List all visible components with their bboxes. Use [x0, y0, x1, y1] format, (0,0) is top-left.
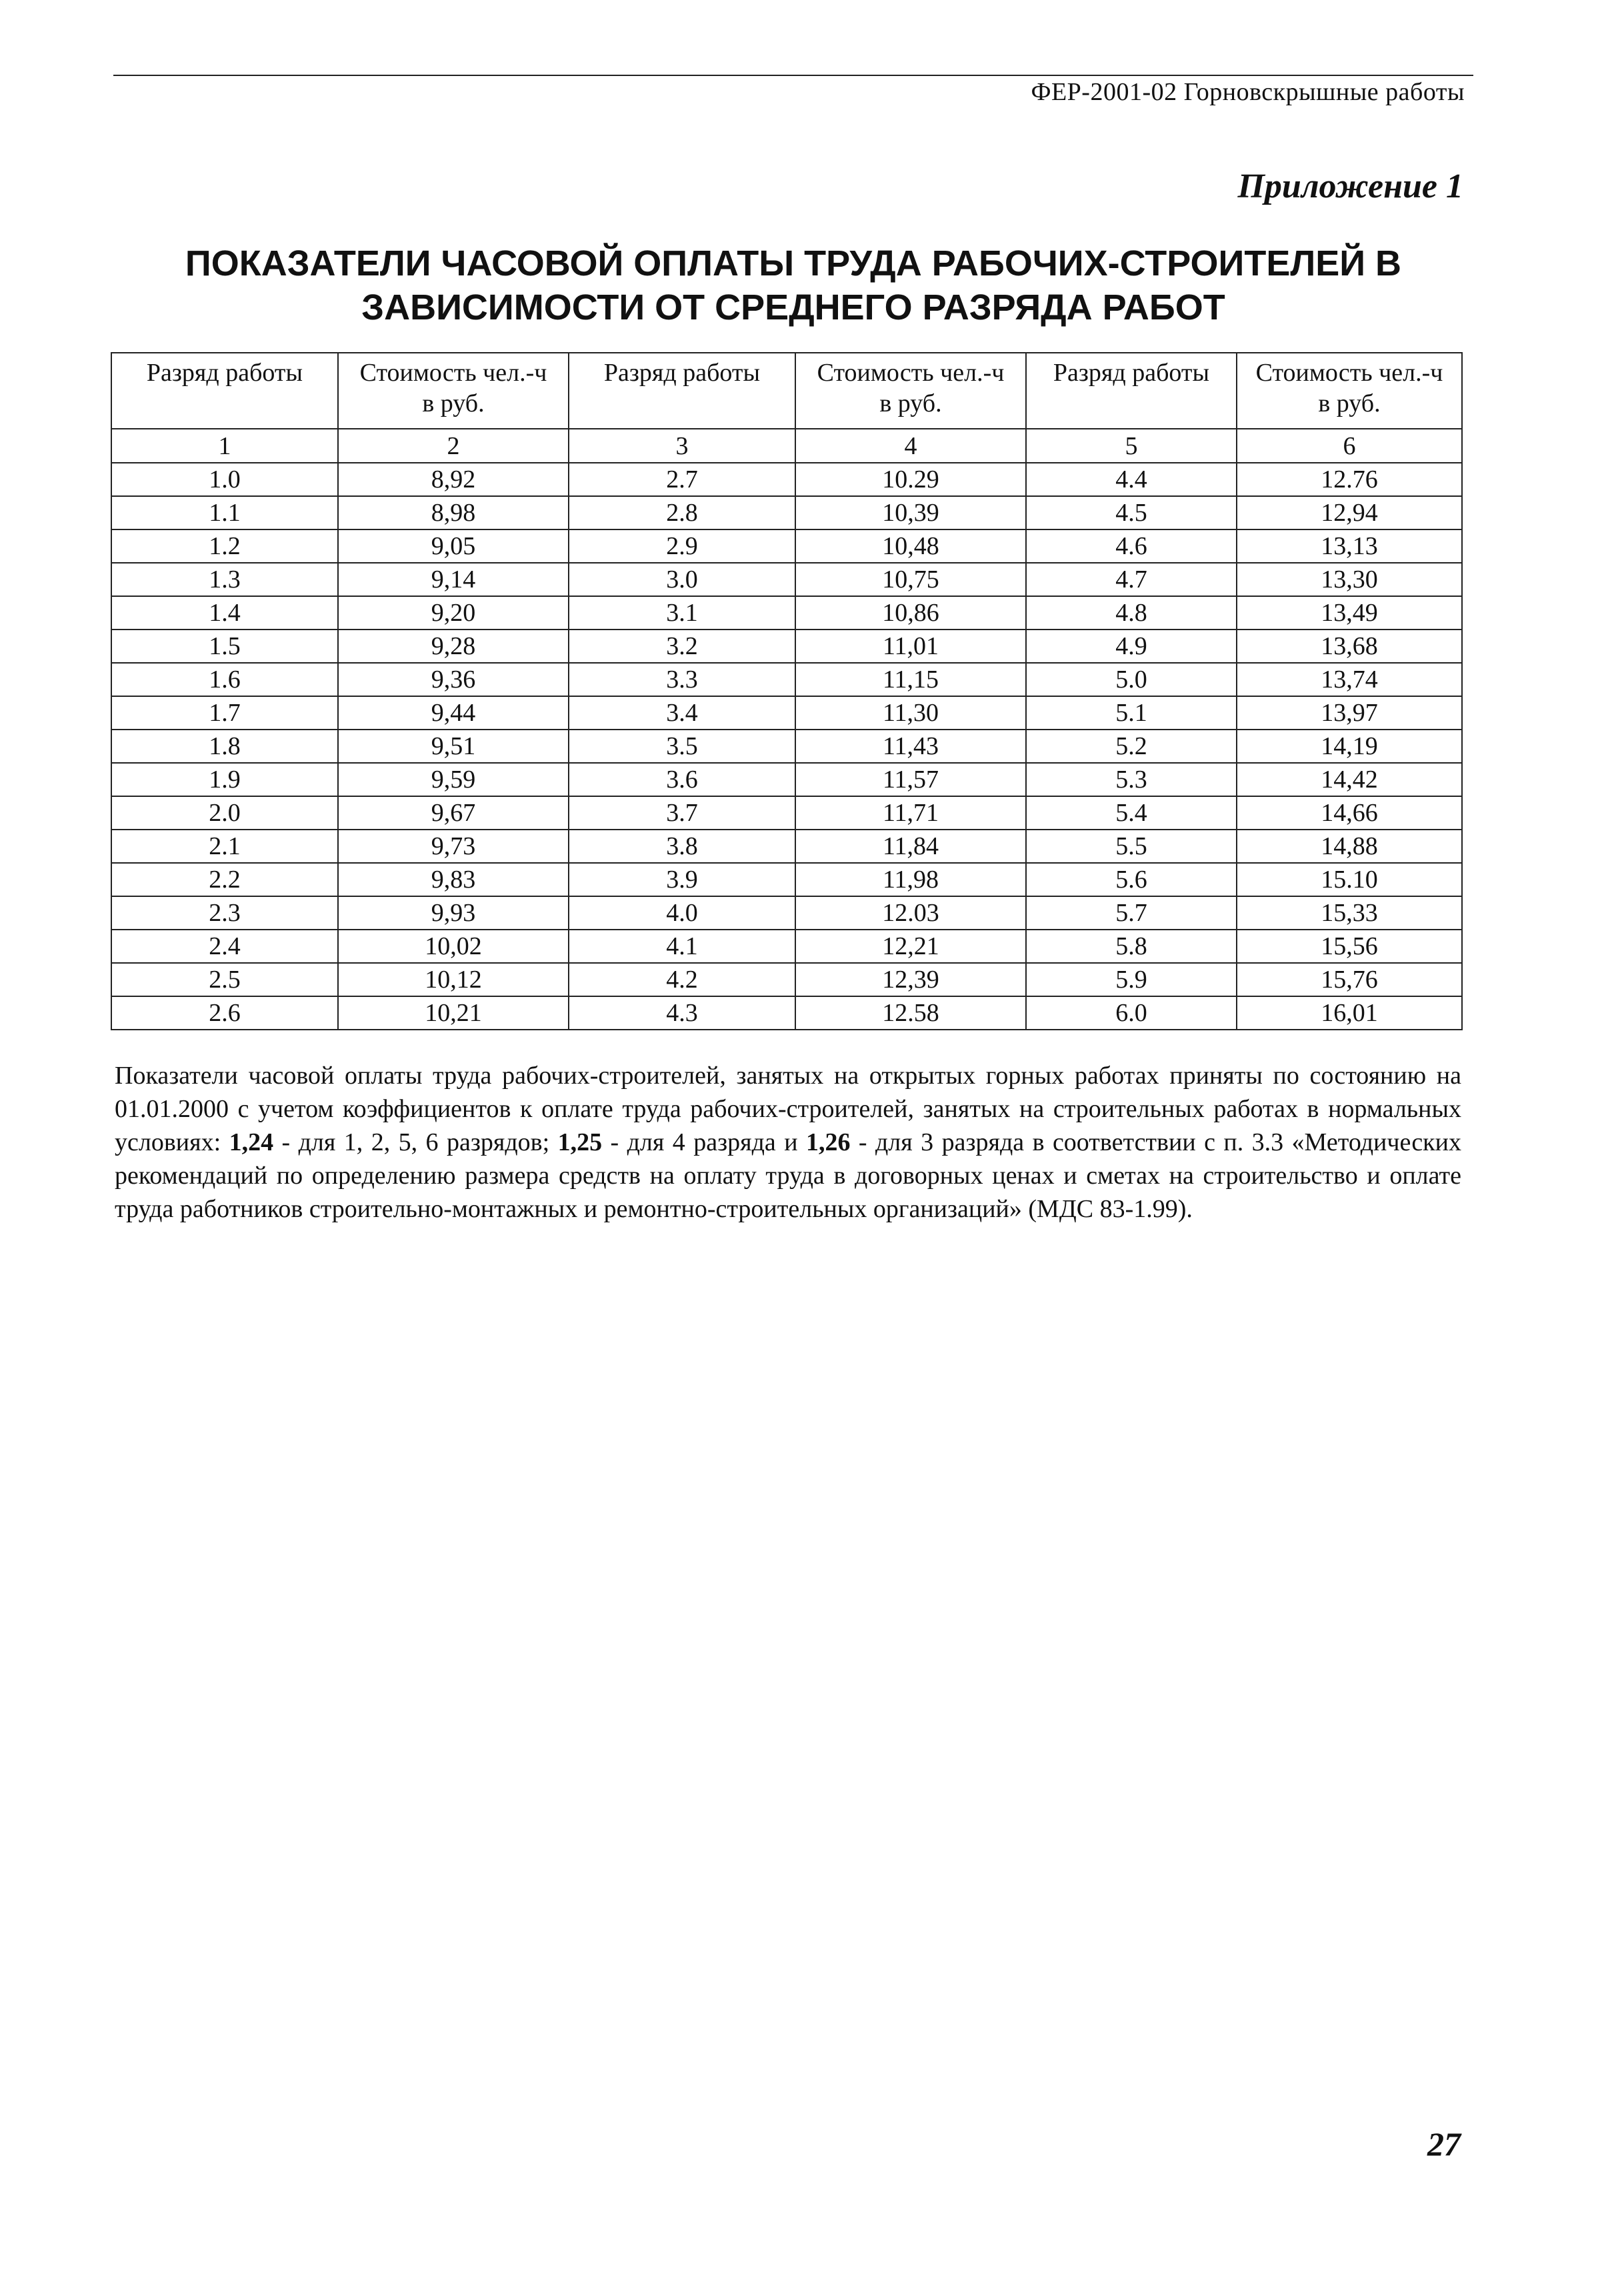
note-text-4: - для 3 разряда в соответствии с п. 3.3 «Методических рекомендаций по определению размера средств на оплату труда в договорных ценах и сметах на строительство и оплате труда работников строительно-монтажных и ремонтно-строительных организаций» (МДС 83-1.99).	[115, 1128, 1461, 1223]
cost-cell: 10,48	[795, 529, 1026, 563]
table-row	[111, 630, 1462, 663]
grade-cell: 5.8	[1026, 930, 1237, 963]
cost-cell: 12,39	[795, 963, 1026, 996]
table-row	[111, 796, 1462, 830]
grade-cell: 5.0	[1026, 663, 1237, 696]
cost-cell: 10.29	[795, 463, 1026, 496]
table-row	[111, 496, 1462, 529]
cost-cell: 13,68	[1237, 630, 1462, 663]
column-number-row	[111, 429, 1462, 463]
grade-cell: 5.9	[1026, 963, 1237, 996]
cost-cell: 8,92	[338, 463, 569, 496]
column-number: 6	[1237, 429, 1462, 463]
grade-cell: 2.1	[111, 830, 338, 863]
column-number: 3	[569, 429, 795, 463]
grade-cell: 3.6	[569, 763, 795, 796]
column-header-line1: Стоимость чел.-ч	[817, 359, 1005, 387]
cost-cell: 9,59	[338, 763, 569, 796]
column-header-line1: Разряд работы	[1053, 359, 1210, 387]
cost-cell: 11,01	[795, 630, 1026, 663]
grade-cell: 1.8	[111, 730, 338, 763]
rates-table	[111, 352, 1463, 1030]
grade-cell: 1.7	[111, 696, 338, 730]
coefficient-2: 1,25	[557, 1128, 603, 1156]
table-row	[111, 863, 1462, 896]
page-title	[113, 241, 1473, 329]
note-paragraph	[115, 1059, 1461, 1226]
note-text-2: - для 1, 2, 5, 6 разрядов;	[273, 1128, 558, 1156]
column-header	[1237, 353, 1462, 429]
grade-cell: 2.5	[111, 963, 338, 996]
cost-cell: 11,30	[795, 696, 1026, 730]
table-row	[111, 730, 1462, 763]
column-header-line2: в руб.	[879, 389, 942, 417]
table-row	[111, 896, 1462, 930]
column-number: 5	[1026, 429, 1237, 463]
grade-cell: 2.7	[569, 463, 795, 496]
grade-cell: 3.4	[569, 696, 795, 730]
cost-cell: 10,39	[795, 496, 1026, 529]
cost-cell: 10,86	[795, 596, 1026, 630]
cost-cell: 11,71	[795, 796, 1026, 830]
column-number: 2	[338, 429, 569, 463]
column-header-line1: Разряд работы	[146, 359, 303, 387]
grade-cell: 3.1	[569, 596, 795, 630]
column-number: 4	[795, 429, 1026, 463]
grade-cell: 3.2	[569, 630, 795, 663]
cost-cell: 9,28	[338, 630, 569, 663]
column-header-line2: в руб.	[1318, 389, 1381, 417]
cost-cell: 14,42	[1237, 763, 1462, 796]
grade-cell: 1.1	[111, 496, 338, 529]
cost-cell: 13,49	[1237, 596, 1462, 630]
cost-cell: 9,14	[338, 563, 569, 596]
cost-cell: 15,76	[1237, 963, 1462, 996]
grade-cell: 5.2	[1026, 730, 1237, 763]
grade-cell: 5.1	[1026, 696, 1237, 730]
table-row	[111, 563, 1462, 596]
table-row	[111, 930, 1462, 963]
grade-cell: 3.5	[569, 730, 795, 763]
cost-cell: 9,93	[338, 896, 569, 930]
cost-cell: 9,67	[338, 796, 569, 830]
grade-cell: 3.3	[569, 663, 795, 696]
grade-cell: 5.3	[1026, 763, 1237, 796]
grade-cell: 4.4	[1026, 463, 1237, 496]
column-number: 1	[111, 429, 338, 463]
table-row	[111, 996, 1462, 1030]
grade-cell: 3.7	[569, 796, 795, 830]
table-row	[111, 963, 1462, 996]
grade-cell: 5.6	[1026, 863, 1237, 896]
cost-cell: 14,88	[1237, 830, 1462, 863]
grade-cell: 1.4	[111, 596, 338, 630]
cost-cell: 12,94	[1237, 496, 1462, 529]
grade-cell: 5.4	[1026, 796, 1237, 830]
table-row	[111, 830, 1462, 863]
cost-cell: 15,33	[1237, 896, 1462, 930]
cost-cell: 10,21	[338, 996, 569, 1030]
grade-cell: 5.5	[1026, 830, 1237, 863]
grade-cell: 3.9	[569, 863, 795, 896]
cost-cell: 11,84	[795, 830, 1026, 863]
table-row	[111, 763, 1462, 796]
cost-cell: 11,15	[795, 663, 1026, 696]
cost-cell: 12.58	[795, 996, 1026, 1030]
table-row	[111, 529, 1462, 563]
cost-cell: 11,98	[795, 863, 1026, 896]
grade-cell: 6.0	[1026, 996, 1237, 1030]
cost-cell: 10,02	[338, 930, 569, 963]
cost-cell: 15,56	[1237, 930, 1462, 963]
cost-cell: 9,73	[338, 830, 569, 863]
grade-cell: 2.0	[111, 796, 338, 830]
table-row	[111, 596, 1462, 630]
cost-cell: 9,51	[338, 730, 569, 763]
cost-cell: 15.10	[1237, 863, 1462, 896]
column-header-line2: в руб.	[422, 389, 485, 417]
running-head: ФЕР-2001-02 Горновскрышные работы	[1031, 78, 1465, 106]
cost-cell: 13,13	[1237, 529, 1462, 563]
cost-cell: 10,12	[338, 963, 569, 996]
cost-cell: 12.76	[1237, 463, 1462, 496]
column-header-line1: Разряд работы	[603, 359, 761, 387]
grade-cell: 4.0	[569, 896, 795, 930]
grade-cell: 4.9	[1026, 630, 1237, 663]
column-header	[1026, 353, 1237, 429]
cost-cell: 13,97	[1237, 696, 1462, 730]
cost-cell: 9,36	[338, 663, 569, 696]
table-row	[111, 696, 1462, 730]
cost-cell: 11,57	[795, 763, 1026, 796]
grade-cell: 4.7	[1026, 563, 1237, 596]
column-header-line1: Стоимость чел.-ч	[359, 359, 547, 387]
grade-cell: 4.2	[569, 963, 795, 996]
grade-cell: 2.6	[111, 996, 338, 1030]
cost-cell: 10,75	[795, 563, 1026, 596]
cost-cell: 12.03	[795, 896, 1026, 930]
grade-cell: 1.2	[111, 529, 338, 563]
grade-cell: 4.1	[569, 930, 795, 963]
coefficient-3: 1,26	[805, 1128, 851, 1156]
grade-cell: 2.2	[111, 863, 338, 896]
grade-cell: 1.6	[111, 663, 338, 696]
grade-cell: 2.3	[111, 896, 338, 930]
header-rule	[113, 75, 1473, 76]
table-header-row	[111, 353, 1462, 429]
grade-cell: 1.5	[111, 630, 338, 663]
cost-cell: 14,66	[1237, 796, 1462, 830]
title-line-1: ПОКАЗАТЕЛИ ЧАСОВОЙ ОПЛАТЫ ТРУДА РАБОЧИХ-СТРОИТЕЛЕЙ В	[185, 243, 1402, 283]
cost-cell: 9,44	[338, 696, 569, 730]
grade-cell: 4.5	[1026, 496, 1237, 529]
cost-cell: 16,01	[1237, 996, 1462, 1030]
column-header	[569, 353, 795, 429]
grade-cell: 3.8	[569, 830, 795, 863]
column-header	[338, 353, 569, 429]
cost-cell: 12,21	[795, 930, 1026, 963]
grade-cell: 4.3	[569, 996, 795, 1030]
cost-cell: 8,98	[338, 496, 569, 529]
grade-cell: 4.8	[1026, 596, 1237, 630]
cost-cell: 14,19	[1237, 730, 1462, 763]
column-header-line1: Стоимость чел.-ч	[1255, 359, 1443, 387]
title-line-2: ЗАВИСИМОСТИ ОТ СРЕДНЕГО РАЗРЯДА РАБОТ	[361, 287, 1225, 327]
grade-cell: 2.8	[569, 496, 795, 529]
page-number: 27	[1427, 2125, 1461, 2163]
grade-cell: 1.9	[111, 763, 338, 796]
grade-cell: 2.9	[569, 529, 795, 563]
grade-cell: 3.0	[569, 563, 795, 596]
grade-cell: 1.0	[111, 463, 338, 496]
table-row	[111, 463, 1462, 496]
column-header	[111, 353, 338, 429]
grade-cell: 1.3	[111, 563, 338, 596]
cost-cell: 11,43	[795, 730, 1026, 763]
cost-cell: 9,05	[338, 529, 569, 563]
cost-cell: 13,30	[1237, 563, 1462, 596]
note-text-3: - для 4 разряда и	[602, 1128, 806, 1156]
cost-cell: 13,74	[1237, 663, 1462, 696]
cost-cell: 9,20	[338, 596, 569, 630]
note-text-1: Показатели часовой оплаты труда рабочих-строителей, занятых на открытых горных работах приняты по состоянию на 01.01.2000 с учетом коэффициентов к оплате труда рабочих-строителей, занятых на строительных работах в нормальных условиях:	[115, 1062, 1461, 1156]
grade-cell: 4.6	[1026, 529, 1237, 563]
grade-cell: 2.4	[111, 930, 338, 963]
table-row	[111, 663, 1462, 696]
grade-cell: 5.7	[1026, 896, 1237, 930]
column-header	[795, 353, 1026, 429]
appendix-label: Приложение 1	[1237, 167, 1463, 205]
coefficient-1: 1,24	[229, 1128, 274, 1156]
cost-cell: 9,83	[338, 863, 569, 896]
